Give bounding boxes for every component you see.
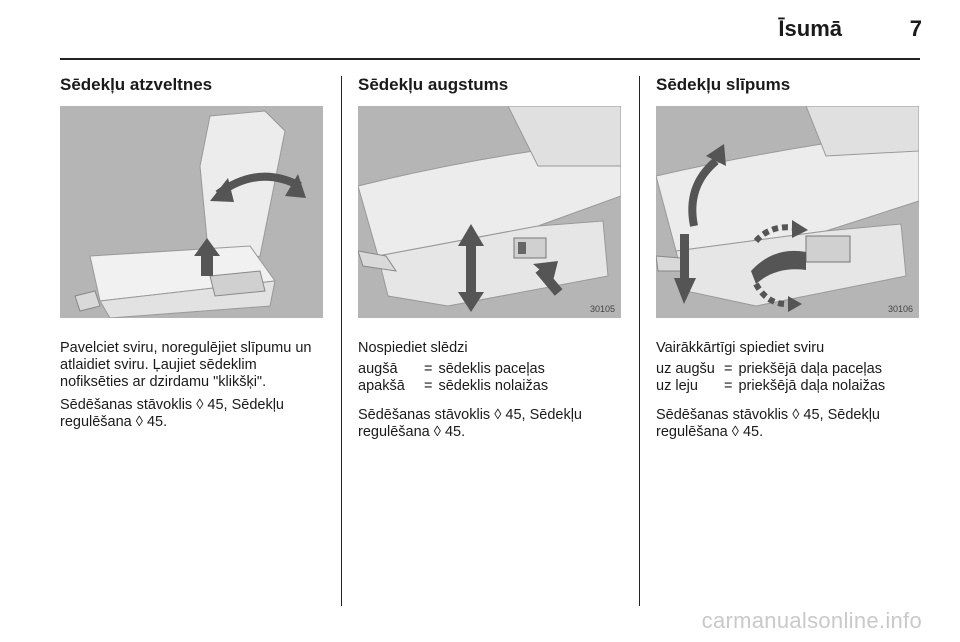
definition-row: [358, 361, 548, 378]
definition-description: priekšējā daļa nolaižas: [738, 378, 886, 394]
definition-list: [358, 361, 548, 395]
definition-equals: =: [424, 378, 433, 394]
definition-term: augšā: [358, 361, 398, 377]
header-rule: [60, 58, 920, 60]
section-seat-height: [358, 75, 623, 441]
definition-equals: =: [424, 361, 433, 377]
section-seat-tilt: [656, 75, 921, 441]
definition-list: [656, 361, 885, 395]
seat-height-illustration: [358, 106, 621, 318]
definition-term: uz leju: [656, 378, 698, 394]
figure-number: 30105: [589, 304, 615, 314]
definition-description: priekšējā daļa paceļas: [738, 361, 882, 377]
instruction-text: Vairākkārtīgi spiediet sviru: [656, 340, 825, 356]
section-heading: Sēdekļu slīpums: [656, 75, 791, 94]
page-number: 7: [909, 16, 922, 41]
definition-equals: =: [724, 378, 733, 394]
reference-text: Sēdēšanas stāvoklis ◊ 45, Sēdekļu regulēšana ◊ 45.: [60, 397, 284, 430]
section-seat-backrest: [60, 75, 325, 431]
definition-term: apakšā: [358, 378, 405, 394]
seat-backrest-illustration: [60, 106, 323, 318]
watermark: carmanualsonline.info: [701, 608, 922, 633]
instruction-text: Nospiediet slēdzi: [358, 340, 468, 356]
definition-equals: =: [724, 361, 733, 377]
column-divider-2: [639, 76, 640, 606]
reference-text: Sēdēšanas stāvoklis ◊ 45, Sēdekļu regulēšana ◊ 45.: [656, 407, 880, 440]
page-title: Īsumā: [778, 16, 842, 41]
definition-row: [358, 378, 548, 395]
definition-row: [656, 361, 885, 378]
section-heading: Sēdekļu atzveltnes: [60, 75, 213, 94]
definition-term: uz augšu: [656, 361, 715, 377]
definition-row: [656, 378, 885, 395]
section-heading: Sēdekļu augstums: [358, 75, 509, 94]
column-divider-1: [341, 76, 342, 606]
reference-text: Sēdēšanas stāvoklis ◊ 45, Sēdekļu regulēšana ◊ 45.: [358, 407, 582, 440]
instruction-text: Pavelciet sviru, noregulējiet slīpumu un atlaidiet sviru. Ļaujiet sēdeklim nofiksēties ar dzirdamu "klikšķi".: [60, 340, 312, 390]
definition-description: sēdeklis paceļas: [438, 361, 545, 377]
seat-tilt-illustration: [656, 106, 919, 318]
figure-number: 30106: [887, 304, 913, 314]
definition-description: sēdeklis nolaižas: [438, 378, 549, 394]
